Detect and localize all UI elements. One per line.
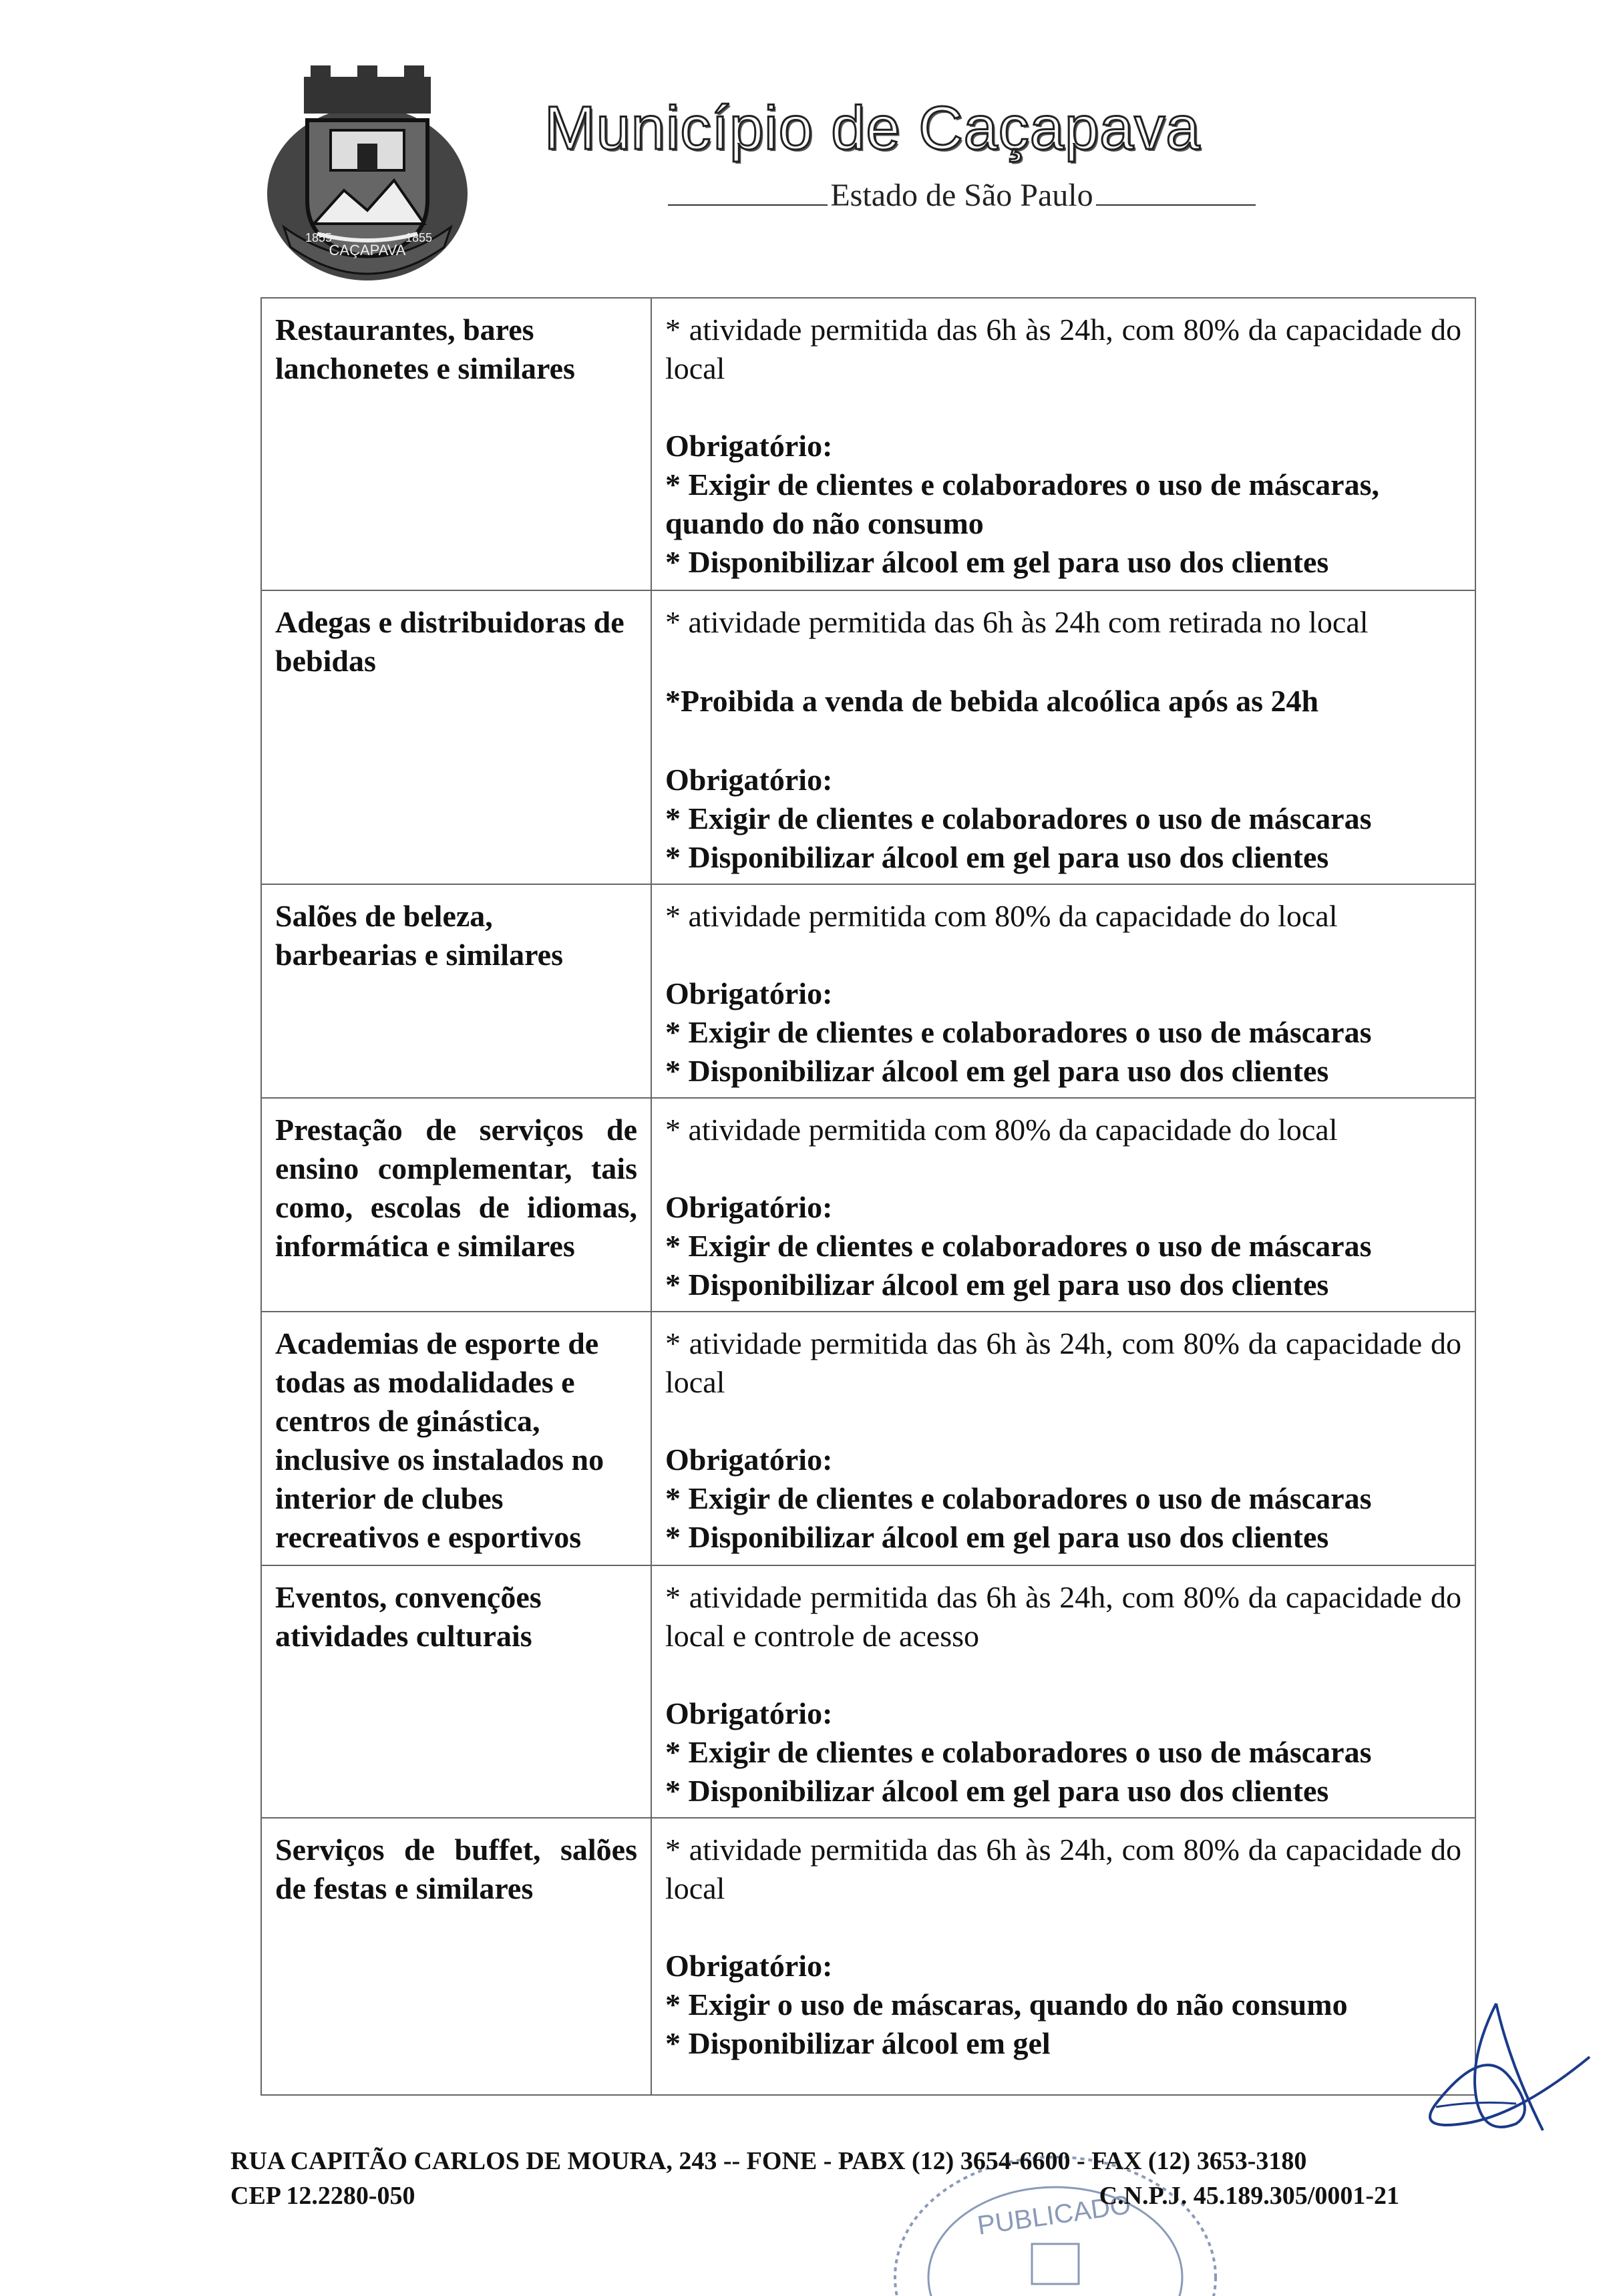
table-row xyxy=(261,1818,1475,2095)
category-cell: Prestação de serviços de ensino complementar, tais como, escolas de idiomas, informática e similares xyxy=(261,1098,651,1312)
requirement-item: * Disponibilizar álcool em gel para uso dos clientes xyxy=(665,1520,1329,1554)
obrigatorio-label: Obrigatório: xyxy=(665,976,833,1010)
footer-address: RUA CAPITÃO CARLOS DE MOURA, 243 -- FONE - PABX (12) 3654-6600 - FAX (12) 3653-3180 xyxy=(230,2147,1307,2175)
obrigatorio-label: Obrigatório: xyxy=(665,1190,833,1224)
rule-cell xyxy=(651,1312,1475,1565)
table-row xyxy=(261,1098,1475,1312)
obrigatorio-label: Obrigatório: xyxy=(665,763,833,797)
rule-cell xyxy=(651,884,1475,1098)
page-subtitle: Estado de São Paulo xyxy=(830,178,1093,213)
crest-year-left: 1855 xyxy=(305,231,333,244)
requirement-item: * Disponibilizar álcool em gel para uso dos clientes xyxy=(665,1774,1329,1808)
category-cell: Salões de beleza, barbearias e similares xyxy=(261,884,651,1098)
rule-text: * atividade permitida das 6h às 24h, com 80% da capacidade do local xyxy=(665,1833,1461,1905)
requirement-item: * Disponibilizar álcool em gel para uso dos clientes xyxy=(665,1268,1329,1302)
subtitle-line xyxy=(668,177,1256,214)
requirement-item: * Exigir de clientes e colaboradores o uso de máscaras xyxy=(665,1481,1372,1515)
category-cell: Adegas e distribuidoras de bebidas xyxy=(261,590,651,884)
footer-cnpj: C.N.P.J. 45.189.305/0001-21 xyxy=(1099,2182,1399,2210)
rule-text: * atividade permitida das 6h às 24h, com 80% da capacidade do local xyxy=(665,313,1461,385)
rule-text: * atividade permitida das 6h às 24h com retirada no local xyxy=(665,605,1369,639)
category-cell: Serviços de buffet, salões de festas e similares xyxy=(261,1818,651,2095)
rule-text: * atividade permitida das 6h às 24h, com 80% da capacidade do local e controle de acesso xyxy=(665,1580,1461,1653)
requirement-item: * Disponibilizar álcool em gel para uso dos clientes xyxy=(665,840,1329,874)
table-row xyxy=(261,1565,1475,1818)
table-row xyxy=(261,884,1475,1098)
obrigatorio-label: Obrigatório: xyxy=(665,1949,833,1983)
table-row xyxy=(261,298,1475,590)
requirement-item: * Exigir de clientes e colaboradores o uso de máscaras xyxy=(665,801,1372,835)
subtitle-rule-left xyxy=(668,204,828,206)
crest-city-text: CAÇAPAVA xyxy=(329,242,406,258)
rule-cell xyxy=(651,1818,1475,2095)
requirement-item: * Disponibilizar álcool em gel para uso dos clientes xyxy=(665,545,1329,579)
letterhead xyxy=(0,0,1609,280)
rule-text: * atividade permitida com 80% da capacidade do local xyxy=(665,899,1338,933)
municipal-crest-icon xyxy=(257,60,478,287)
category-cell: Academias de esporte de todas as modalidades e centros de ginástica, inclusive os instalados no interior de clubes recreativos e esportivos xyxy=(261,1312,651,1565)
obrigatorio-label: Obrigatório: xyxy=(665,1696,833,1730)
requirement-item: * Disponibilizar álcool em gel xyxy=(665,2026,1051,2060)
requirement-item: * Exigir de clientes e colaboradores o uso de máscaras xyxy=(665,1229,1372,1263)
rule-cell xyxy=(651,590,1475,884)
rule-text: * atividade permitida das 6h às 24h, com 80% da capacidade do local xyxy=(665,1326,1461,1399)
footer-cep: CEP 12.2280-050 xyxy=(230,2182,415,2210)
category-cell: Restaurantes, bares lanchonetes e similares xyxy=(261,298,651,590)
page-footer xyxy=(230,2144,1399,2213)
stamp-text: PUBLICADO xyxy=(975,2190,1133,2241)
rule-cell xyxy=(651,1098,1475,1312)
requirement-item: * Disponibilizar álcool em gel para uso dos clientes xyxy=(665,1054,1329,1088)
handwritten-signature-icon xyxy=(1396,1990,1596,2164)
activity-rules-table xyxy=(260,297,1476,2096)
rule-text: * atividade permitida com 80% da capacidade do local xyxy=(665,1113,1338,1147)
page-title: Município de Caçapava xyxy=(544,94,1201,162)
table-row xyxy=(261,1312,1475,1565)
category-cell: Eventos, convenções atividades culturais xyxy=(261,1565,651,1818)
rule-cell xyxy=(651,298,1475,590)
table-row xyxy=(261,590,1475,884)
obrigatorio-label: Obrigatório: xyxy=(665,429,833,463)
requirement-item: * Exigir de clientes e colaboradores o uso de máscaras xyxy=(665,1735,1372,1769)
requirement-item: * Exigir o uso de máscaras, quando do não consumo xyxy=(665,1987,1348,2022)
subtitle-rule-right xyxy=(1096,204,1256,206)
restriction-text: *Proibida a venda de bebida alcoólica após as 24h xyxy=(665,684,1319,718)
requirement-item: * Exigir de clientes e colaboradores o uso de máscaras, quando do não consumo xyxy=(665,467,1379,540)
rule-cell xyxy=(651,1565,1475,1818)
crest-year-right: 1855 xyxy=(405,231,433,244)
requirement-item: * Exigir de clientes e colaboradores o uso de máscaras xyxy=(665,1015,1372,1049)
obrigatorio-label: Obrigatório: xyxy=(665,1443,833,1477)
